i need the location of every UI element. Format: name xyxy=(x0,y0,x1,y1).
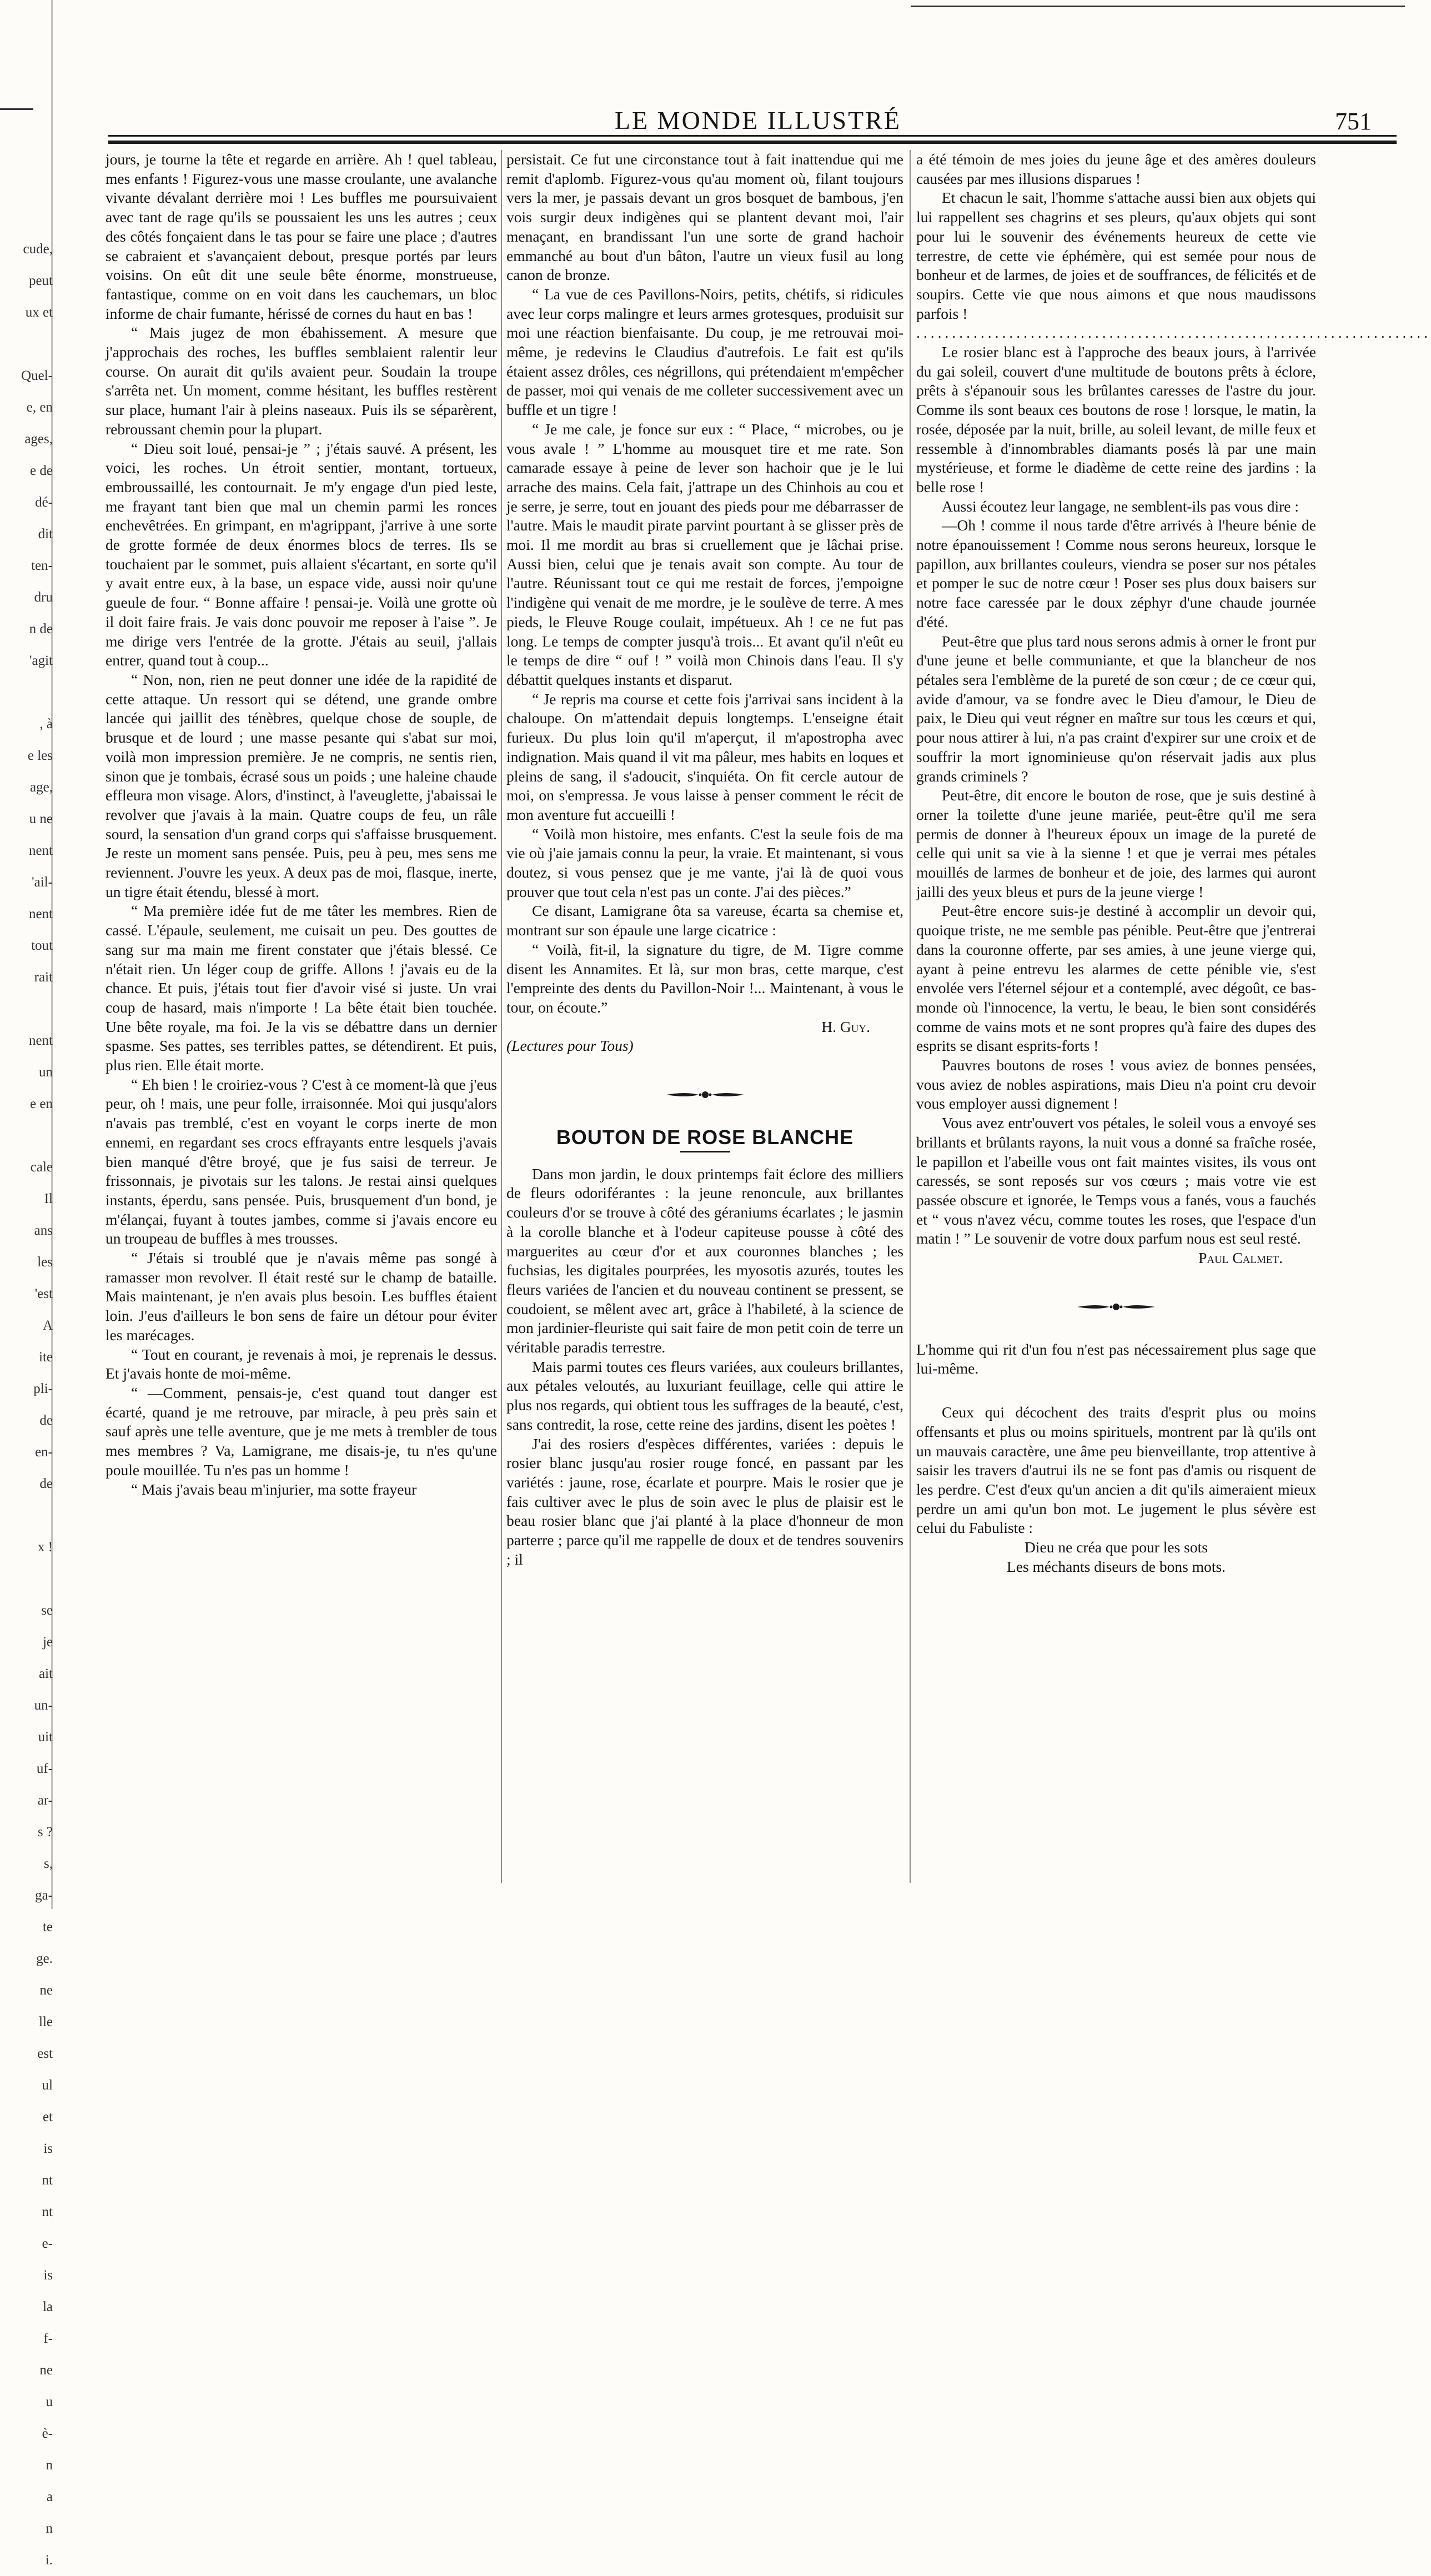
gutter-fragment: un xyxy=(39,1065,53,1080)
spacer xyxy=(916,1379,1316,1403)
gutter-fragment xyxy=(0,1563,53,1595)
gutter-fragment: se xyxy=(41,1603,53,1618)
paragraph: “ Je me cale, je fonce sur eux : “ Place, “ microbes, ou je vous avale ! ” L'homme au mousquet tire et me rate. Son camarade essaye à peine de lever son hachoir que je le lui arrache des mains. Cela fait, j'attrape un des Chinhois au cou et je serre, je serre, tout en jouant des pieds pour me débarrasser de l'autre. Mais le maudit pirate parvint pourtant à se glisser près de moi. Il me mordit au bras si cruellement que je lâchai prise. Aussi bien, celui que je tenais avait son compte. Au tour de l'autre. Réunissant tout ce qui me restait de forces, j'empoigne l'indigène qui venait de me mordre, je le soulève de terre. A mes pieds, le Fleuve Rouge coulait, impétueux. Ah ! ce ne fut pas long. Le temps de compter jusqu'à trois... Et avant qu'il n'eût eu le temps de dire “ ouf ! ” voilà mon Chinois dans l'eau. Il s'y débattit quelques instants et disparut. xyxy=(506,420,903,688)
paragraph: “ Mais j'avais beau m'injurier, ma sotte frayeur xyxy=(131,1480,417,1498)
signature-paul-calmet: Paul Calmet. xyxy=(1198,1249,1283,1267)
col2-story-end xyxy=(506,150,903,1018)
paragraph: Peut-être, dit encore le bouton de rose, que je suis destiné à orner la toilette d'une jeune mariée, peut-être qu'il me sera permis de donner à l'heureux époux un image de la pureté de celle qui unit sa vie à la sienne ! et que je verrai mes pétales mouillés de larmes de bonheur et de joie, des larmes qui auront jailli des yeux bleus et purs de la jeune vierge ! xyxy=(916,786,1316,900)
gutter-fragment xyxy=(0,993,53,1025)
gutter-fragment: ite xyxy=(39,1350,53,1365)
ornament-icon xyxy=(666,1089,744,1100)
gutter-fragment: te xyxy=(42,1920,53,1934)
paragraph: “ Non, non, rien ne peut donner une idée de la rapidité de cette attaque. Un ressort qui se détend, une grande ombre lancée qui jaillit des ténèbres, quelque chose de souple, de brusque et de lourd ; une masse pesante qui s'abat sur moi, voilà mon impression première. Je ne compris, ne sentis rien, sinon que je tombais, écrasé sous un poids ; une haleine chaude effleura mon visage. Alors, d'instinct, à l'aveuglette, j'abaissai le revolver que j'avais à la main. Quatre coups de feu, un râle sourd, la sensation d'un grand corps qui s'affaisse brusquement. Je reste un moment sans pensée. Puis, peu à peu, mes sens me reviennent. J'ouvre les yeux. A deux pas de moi, flasque, inerte, un tigre était étendu, blessé à mort. xyxy=(106,670,497,900)
gutter-fragment: e en xyxy=(30,1096,53,1111)
paragraph: Ce disant, Lamigrane ôta sa vareuse, écarta sa chemise et, montrant sur son épaule une large cicatrice : xyxy=(506,902,903,939)
paragraph: Vous avez entr'ouvert vos pétales, le soleil vous a envoyé ses brillants et brûlants rayons, la nuit vous a donné sa fraîche rosée, le papillon et l'abeille vous ont fait maintes visites, ils vous ont caressés, se sont reposés sur vos cœurs ; mais votre vie est passée obscure et ignorée, le Temps vous a fanés, vous a fauchés et “ vous n'avez vécu, comme toutes les roses, que l'espace d'un matin ! ” Le souvenir de votre doux parfum nous est seul resté. xyxy=(916,1114,1316,1247)
gutter-fragment: de xyxy=(39,1413,53,1428)
gutter-fragment: cale xyxy=(30,1160,53,1175)
gutter-fragment: ar- xyxy=(37,1793,53,1808)
paragraph: “ Mais jugez de mon ébahissement. A mesure que j'approchais des roches, les buffles semblaient ralentir leur course. On aurait dit qu'ils avaient peur. Soudain la troupe s'arrêta net. Un moment, comme hésitant, les buffles restèrent sur place, humant l'air à pleins naseaux. Puis ils se séparèrent, rebroussant chemin pour la plupart. xyxy=(106,324,497,438)
gutter-fragment: e les xyxy=(27,748,53,763)
gutter-fragment: tout xyxy=(31,938,53,953)
gutter-fragment: pli- xyxy=(33,1381,53,1396)
gutter-fragment xyxy=(0,1500,53,1531)
verse-line-1: Dieu ne créa que pour les sots xyxy=(1025,1538,1208,1556)
column-divider-2 xyxy=(910,150,911,1883)
gutter-fragment: n xyxy=(46,2521,53,2536)
gutter-fragment: Il xyxy=(44,1191,53,1206)
title-rule xyxy=(680,1151,730,1152)
dotted-separator: ........................................................................ xyxy=(916,324,1431,342)
gutter-fragment: nent xyxy=(28,906,53,921)
gutter-fragment: i. xyxy=(45,2553,53,2568)
gutter-fragment: ul xyxy=(42,2078,53,2093)
gutter-fragment: n de xyxy=(29,622,53,637)
divider-ornament-2 xyxy=(916,1290,1316,1324)
page-number: 751 xyxy=(1335,108,1372,135)
gutter-fragment: ne xyxy=(39,2363,53,2378)
gutter-fragment: nt xyxy=(42,2173,53,2188)
paragraph: “ Voilà, fit-il, la signature du tigre, de M. Tigre comme disent les Annamites. Et là, sur mon bras, cette marque, c'est l'empreinte des dents du Pavillon-Noir !... Maintenant, à vous le tour, on écoute.” xyxy=(506,940,903,1016)
top-rule xyxy=(911,6,1405,7)
maxim-1: L'homme qui rit d'un fou n'est pas nécessairement plus sage que lui-même. xyxy=(916,1340,1316,1377)
gutter-fragment: de xyxy=(39,1476,53,1491)
gutter-fragment: nent xyxy=(28,843,53,858)
paragraph: Aussi écoutez leur langage, ne semblent-ils pas vous dire : xyxy=(942,497,1299,515)
paragraph: Mais parmi toutes ces fleurs variées, aux couleurs brillantes, aux pétales veloutés, au luxuriant feuillage, celle qui attire le plus nos regards, qui obtient tous les suffrages de la beauté, c'est, sans contredit, la rose, cette reine des jardins, disent les poètes ! xyxy=(506,1357,903,1433)
gutter-fragment: n xyxy=(46,2458,53,2473)
gutter-fragment: is xyxy=(43,2141,53,2156)
signature-h-guy: H. Guy. xyxy=(821,1018,870,1035)
gutter-fragment: rait xyxy=(34,970,53,985)
paragraph: “ Je repris ma course et cette fois j'arrivai sans incident à la chaloupe. On m'attendait depuis longtemps. L'enseigne était furieux. Du plus loin qu'il m'aperçut, il m'apostropha avec indignation. Mais quand il vit ma pâleur, mes habits en loques et pleins de sang, il s'adoucit, s'inquiéta. On fit cercle autour de moi, on s'empressa. Je vous laisse à penser comment le récit de mon aventure fut accueilli ! xyxy=(506,690,903,823)
paragraph: —Oh ! comme il nous tarde d'être arrivés à l'heure bénie de notre épanouissement ! Comme nous serons heureux, lorsque le papillon, aux brillantes couleurs, viendra se poser sur nos pétales et pomper le suc de notre cœur ! Poser ses plus doux baisers sur notre face caressée par le doux zéphyr d'une chaude journée d'été. xyxy=(916,517,1316,630)
gutter-fragment: 'agit xyxy=(29,653,53,668)
gutter-fragment: u xyxy=(46,2394,53,2409)
gutter-fragment xyxy=(0,328,53,360)
gutter-fragment: 'est xyxy=(34,1286,53,1301)
gutter-fragment: et xyxy=(42,2109,53,2124)
source-credit: (Lectures pour Tous) xyxy=(506,1037,634,1055)
gutter-fragment: est xyxy=(37,2046,53,2061)
gutter-fragment: , à xyxy=(39,716,53,731)
col1-body xyxy=(106,150,497,1499)
gutter-fragment: e, en xyxy=(26,400,53,415)
gutter-fragment: la xyxy=(42,2299,53,2314)
gutter-fragment: ge. xyxy=(36,1951,53,1966)
gutter-fragment: x ! xyxy=(37,1540,53,1555)
paragraph: “ Voilà mon histoire, mes enfants. C'est la seule fois de ma vie où j'aie jamais connu la peur, la vraie. Et maintenant, si vous doutez, si vous pensez que je me vante, j'ai là de quoi vous prouver que tout cela n'est pas un conte. J'ai des pièces.” xyxy=(506,825,903,900)
gutter-fragment: dru xyxy=(34,590,53,605)
paragraph: a été témoin de mes joies du jeune âge et des amères douleurs causées par mes illusions disparues ! xyxy=(916,151,1316,187)
paragraph: “ La vue de ces Pavillons-Noirs, petits, chétifs, si ridicules avec leur corps malingre et leurs armes grotesques, produisit sur moi une réaction bienfaisante. Du coup, je me retrouvai moi-même, je redevins le Claudius d'autrefois. Le fait est qu'ils étaient assez drôles, ces négrillons, qui prétendaient m'empêcher de passer, moi qui venais de me colleter successivement avec un buffle et un tigre ! xyxy=(506,285,903,419)
gutter-fragment: ages, xyxy=(24,432,53,447)
gutter-fragment: e- xyxy=(42,2236,53,2251)
section-title: BOUTON DE ROSE BLANCHE xyxy=(556,1126,854,1149)
gutter-fragment: dé- xyxy=(35,495,53,510)
gutter-rule xyxy=(0,108,33,110)
paragraph: persistait. Ce fut une circonstance tout à fait inattendue qui me remit d'aplomb. Figurez-vous qu'au moment où, filant toujours vers la mer, je passais devant un gros bosquet de bambous, j'en vois surgir deux indigènes qui se plantent devant moi, l'air menaçant, en brandissant l'un une sorte de grand hachoir emmanché au bout d'un bâton, l'autre un vieux fusil au long canon de bronze. xyxy=(506,151,903,284)
gutter-fragment: cude, xyxy=(23,242,53,257)
ornament-icon xyxy=(1077,1301,1155,1312)
gutter-fragment: un- xyxy=(34,1698,53,1713)
gutter-fragment: Quel- xyxy=(21,368,53,383)
col2-rose-article xyxy=(506,1165,903,1570)
paragraph: Dans mon jardin, le doux printemps fait éclore des milliers de fleurs odoriférantes : la jeune renoncule, aux brillantes couleurs d'or se trouve à côté des géraniums écarlates ; le jasmin à la corolle blanche et à l'odeur capiteuse pousse à côté des marguerites au cœur d'or et aux couronnes blanches ; les fuchsias, les digitales pourprées, les myosotis azurés, toutes les fleurs variées de l'ancien et du nouveau continent se pressent, se coudoient, se mêlent avec art, grâce à l'habileté, à la science de mon jardinier-fleuriste qui sait faire de mon petit coin de terre un véritable paradis terrestre. xyxy=(506,1165,903,1356)
gutter-fragment: 'ail- xyxy=(32,875,53,890)
gutter-fragment: ux et xyxy=(25,305,53,320)
gutter-fragment: nt xyxy=(42,2204,53,2219)
previous-page-gutter xyxy=(0,233,53,2576)
column-3 xyxy=(916,150,1431,1577)
gutter-fragment: en- xyxy=(35,1445,53,1460)
header-rule-thick xyxy=(108,141,1397,144)
gutter-fragment: è- xyxy=(42,2426,53,2441)
gutter-fragment: peut xyxy=(28,273,53,288)
gutter-fragment: a xyxy=(46,2489,53,2504)
paragraph: “ J'étais si troublé que je n'avais même pas songé à ramasser mon revolver. Il était resté sur le champ de bataille. Mais maintenant, je n'en avais plus besoin. Les buffles étaient loin. J'eus d'ailleurs le bon sens de faire un détour pour éviter les marécages. xyxy=(106,1249,497,1344)
masthead: LE MONDE ILLUSTRÉ xyxy=(614,106,902,134)
gutter-fragment: s ? xyxy=(37,1825,53,1840)
paragraph: Le rosier blanc est à l'approche des beaux jours, à l'arrivée du gai soleil, couvert d'une multitude de boutons prêts à éclore, prêts à s'épanouir sous les brûlantes caresses de l'astre du jour. Comme ils sont beaux ces boutons de rose ! lorsque, le matin, la rosée, déposée par la nuit, brille, au soleil levant, de mille feux et ressemble à d'innombrables diamants posés là par une main mystérieuse, et forme le diadème de cette reine des jardins : la belle rose ! xyxy=(916,343,1316,495)
col3-body-continued xyxy=(916,343,1316,1249)
paragraph: jours, je tourne la tête et regarde en arrière. Ah ! quel tableau, mes enfants ! Figurez-vous une masse croulante, une avalanche vivante dévalant derrière moi ! Les buffles me poursuivaient avec tant de rage qu'ils se poussaient les uns les autres ; ceux des côtés fonçaient dans le tas pour se faire une place ; d'autres se cabraient et s'avançaient debout, presque portés par leurs voisins. On eût dit une seule bête énorme, monstrueuse, fantastique, comme on en voit dans les cauchemars, un bloc informe de chair fumante, hérissé de cornes du haut en bas ! xyxy=(106,151,497,322)
gutter-fragment: ans xyxy=(34,1223,53,1238)
gutter-fragment: je xyxy=(42,1635,53,1650)
paragraph: “ —Comment, pensais-je, c'est quand tout danger est écarté, quand je me retrouve, par miracle, à peu près sain et sauf après une telle aventure, que je me mets à trembler de tous mes membres ? Va, Lamigrane, me disais-je, tu n'es qu'une poule mouillée. Tu n'es pas un homme ! xyxy=(106,1384,497,1479)
column-divider-1 xyxy=(501,150,502,1883)
paragraph: “ Dieu soit loué, pensai-je ” ; j'étais sauvé. A présent, les voici, les roches. Un étroit sentier, montant, tortueux, embroussaillé, les contournait. Je m'y engage d'un pied leste, me frayant tant bien que mal un chemin parmi les ronces enchevêtrées. En grimpant, en m'agrippant, j'arrive à une sorte de grotte formée de deux énormes blocs de terres. Ils se touchaient par le sommet, puis allaient s'écartant, en sorte qu'il y avait entre eux, à la base, un espace vide, aussi noir qu'une gueule de four. “ Bonne affaire ! pensai-je. Voilà une grotte où il doit faire frais. Je vais donc pouvoir me reposer à l'aise ”. Je me dirige vers l'entrée de la grotte. J'étais au seuil, j'allais entrer, quand tout à coup... xyxy=(106,439,497,669)
gutter-fragment: ga- xyxy=(35,1888,53,1903)
paragraph: Peut-être que plus tard nous serons admis à orner le front pur d'une jeune et belle communiante, et que la blancheur de nos pétales sera l'emblème de la pureté de son cœur ; de ce cœur qui, avide d'amour, va se fondre avec le Dieu d'amour, le Dieu de paix, le Dieu qui veut régner en maître sur tous les cœurs et qui, pour nous attirer à lui, n'a pas craint d'expirer sur une croix et de souffrir la mort ignominieuse qu'on réservait jadis aux plus grands criminels ? xyxy=(916,632,1316,785)
header-rule-thin xyxy=(108,135,1397,137)
gutter-fragment: les xyxy=(37,1255,53,1270)
gutter-fragment: is xyxy=(43,2268,53,2283)
gutter-fragment: uit xyxy=(38,1730,53,1745)
verse-line-2: Les méchants diseurs de bons mots. xyxy=(1006,1557,1226,1575)
gutter-fragment: u ne xyxy=(29,811,53,826)
gutter-fragment xyxy=(0,1120,53,1151)
paragraph: “ Eh bien ! le croiriez-vous ? C'est à ce moment-là que j'eus peur, oh ! mais, une peur folle, irraisonnée. Moi qui jusqu'alors n'avais pas tremblé, c'est en voyant le corps inerte de mon ennemi, en regardant ses crocs effrayants entre lesquels j'avais bien manqué d'être broyé, que je fus saisi de terreur. Je frissonnais, je pivotais sur les talons. Je restai ainsi quelques instants, éperdu, sans pensée. Puis, brusquement d'un bond, je m'élançai, fuyant à toutes jambes, comme si j'avais encore eu un troupeau de buffles à mes trousses. xyxy=(106,1075,497,1247)
gutter-fragment: e de xyxy=(30,463,53,478)
paragraph: “ Ma première idée fut de me tâter les membres. Rien de cassé. L'épaule, seulement, me cuisait un peu. Des gouttes de sang sur ma main me firent constater que j'étais blessé. Ce n'était rien. Un léger coup de griffe. Allons ! j'avais eu de la chance. Et puis, j'étais tout fier d'avoir visé si juste. Un vrai coup de hasard, mais n'importe ! La bête était bien touchée. Une bête royale, ma foi. Je la vis se débattre dans un dernier spasme. Ses pattes, ses terribles pattes, se détendirent. Et puis, plus rien. Elle était morte. xyxy=(106,902,497,1074)
gutter-fragment: nent xyxy=(28,1033,53,1048)
paragraph: Pauvres boutons de roses ! vous aviez de bonnes pensées, vous aviez de nobles aspirations, mais Dieu n'a point cru devoir vous employer aussi dignement ! xyxy=(916,1056,1316,1112)
column-2 xyxy=(506,150,903,1570)
paragraph: “ Tout en courant, je revenais à moi, je reprenais le dessus. Et j'avais honte de moi-même. xyxy=(106,1345,497,1382)
paragraph: J'ai des rosiers d'espèces différentes, variées : depuis le rosier blanc jusqu'au rosier rouge foncé, en passant par les variétés : jaune, rose, écarlate et pourpre. Mais le rosier que je fais cultiver avec le plus de soin avec le plus de plaisir est le beau rosier blanc que j'ai planté à la place d'honneur de mon parterre ; parce qu'il me rappelle de doux et de tendres souvenirs ; il xyxy=(506,1435,903,1568)
gutter-fragment: lle xyxy=(39,2014,53,2029)
column-1 xyxy=(106,150,497,1499)
page-header xyxy=(111,103,1405,136)
gutter-fragment: age, xyxy=(30,780,53,795)
gutter-fragment: s, xyxy=(44,1856,53,1871)
gutter-fragment xyxy=(0,676,53,708)
divider-ornament-1 xyxy=(506,1078,903,1111)
col3-body xyxy=(916,150,1316,323)
gutter-fragment: ait xyxy=(39,1666,53,1681)
gutter-fragment: f- xyxy=(43,2331,53,2346)
paragraph: Peut-être encore suis-je destiné à accomplir un devoir qui, quoique triste, ne me semble pas pénible. Peut-être que j'entrerai dans la couronne offerte, par ses amies, à une jeune vierge qui, ayant à peine entrevu les alarmes de cette pénible vie, s'est envolée vers l'éternel séjour et a contemplé, avec dégoût, ce bas-monde où l'innocence, la vertu, le beau, le bien sont considérés comme de vains mots et ne sont propres qu'à faire des dupes des esprits se disant esprits-forts ! xyxy=(916,902,1316,1055)
gutter-fragment: A xyxy=(42,1318,53,1333)
paragraph: Et chacun le sait, l'homme s'attache aussi bien aux objets qui lui rappellent ses chagrins et ses pleurs, qu'aux objets qui sont pour lui le souvenir des événements heureux de cette vie terrestre, de cette vie éphémère, qui est semée pour nous de bonheur et de larmes, de joies et de souffrances, de félicités et de soupirs. Cette vie que nous aimons et que nous maudissons parfois ! xyxy=(916,189,1316,322)
gutter-fragment: dit xyxy=(38,527,53,542)
maxim-2: Ceux qui décochent des traits d'esprit plus ou moins offensants et plus ou moins spirituels, montrent par là qu'ils ont un mauvais caractère, une âme peu bienveillante, trop attentive à saisir les travers d'autrui ils ne se font pas d'amis ou risquent de les perdre. C'est d'eux qu'un ancien a dit qu'ils aimeraient mieux perdre un ami qu'un bon mot. Le jugement le plus sévère est celui du Fabuliste : xyxy=(916,1404,1316,1537)
gutter-fragment: ten- xyxy=(31,558,53,573)
gutter-fragment: uf- xyxy=(36,1761,53,1776)
gutter-fragment: ne xyxy=(39,1983,53,1998)
